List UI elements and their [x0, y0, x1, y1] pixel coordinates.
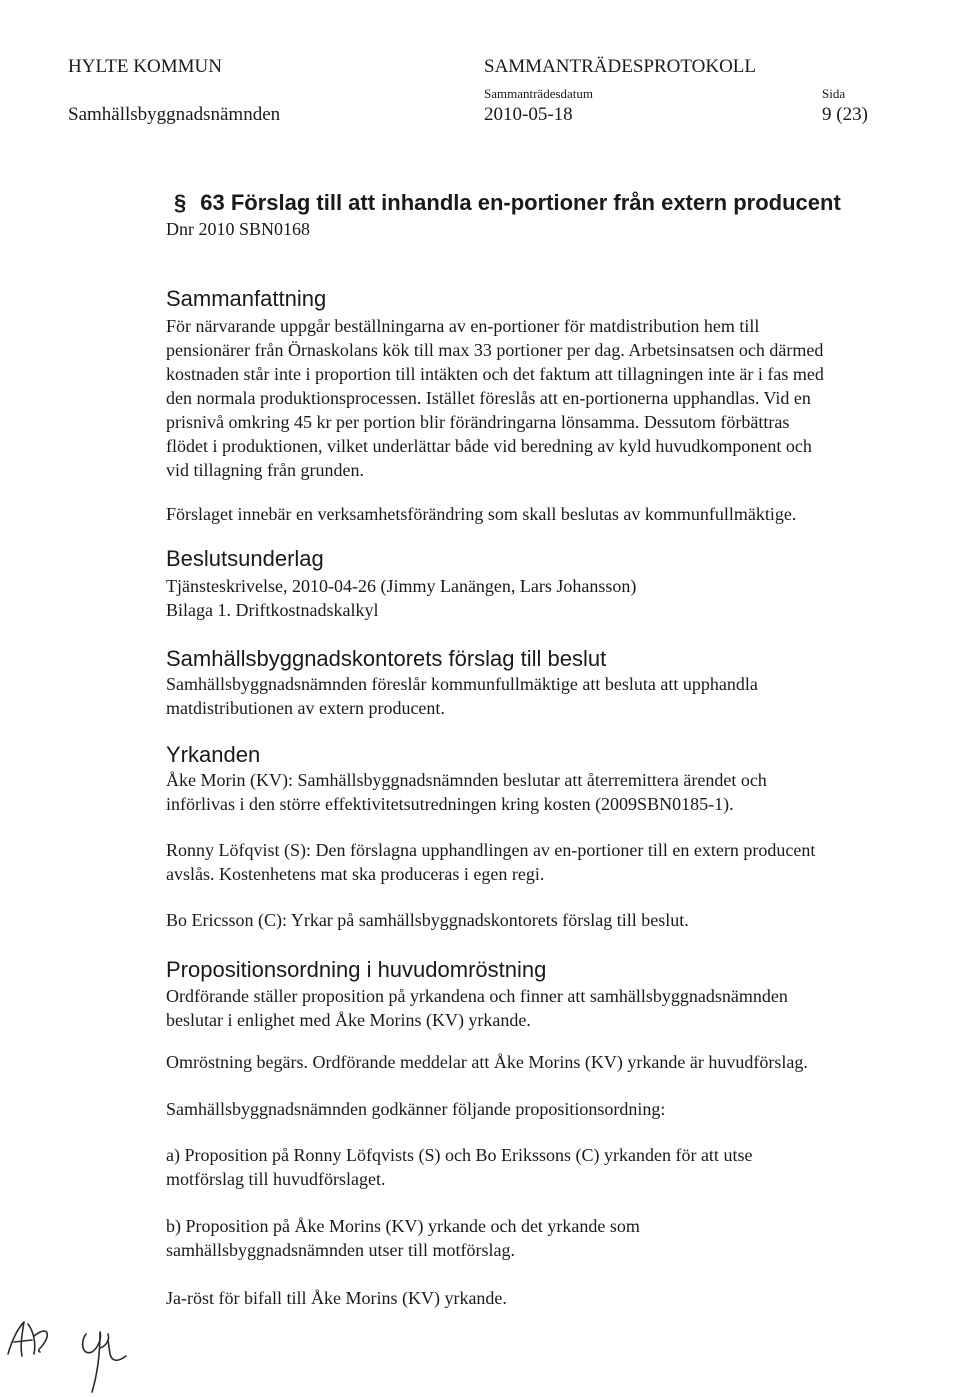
org-name: HYLTE KOMMUN [68, 56, 222, 77]
text-line: Bilaga 1. Driftkostnadskalkyl [166, 600, 379, 620]
text-line: flödet i produktionen, vilket underlättar både vid beredning av kyld huvudkomponent och [166, 436, 812, 456]
text-line: Samhällsbyggnadsnämnden godkänner följande propositionsordning: [166, 1099, 666, 1119]
heading-yrkanden: Yrkanden [166, 742, 261, 767]
text-line: pensionärer från Örnaskolans kök till max 33 portioner per dag. Arbetsinsatsen och därmed [166, 340, 824, 360]
text-line: Åke Morin (KV): Samhällsbyggnadsnämnden beslutar att återremittera ärendet och [166, 770, 767, 790]
text-line: avslås. Kostenhetens mat ska produceras i egen regi. [166, 864, 545, 884]
heading-beslutsunderlag: Beslutsunderlag [166, 546, 324, 571]
heading-sammanfattning: Sammanfattning [166, 286, 327, 311]
text-line: För närvarande uppgår beställningarna av en-portioner för matdistribution hem till [166, 316, 760, 336]
page-label: Sida [822, 86, 846, 101]
text-line: införlivas i den större effektivitetsutredningen kring kosten (2009SBN0185-1). [166, 794, 734, 814]
text-line: prisnivå omkring 45 kr per portion blir förändringarna lönsamma. Dessutom förbättras [166, 412, 790, 432]
text-line: Ja-röst för bifall till Åke Morins (KV) yrkande. [166, 1288, 507, 1308]
motion-ericsson [166, 908, 906, 932]
handwritten-initials [0, 1292, 160, 1397]
initials-stroke-2 [83, 1332, 126, 1392]
section-title-text: 63 Förslag till att inhandla en-portioner från extern producent [200, 190, 841, 215]
heading-proposition: Propositionsordning i huvudomröstning [166, 957, 547, 982]
committee-name: Samhällsbyggnadsnämnden [68, 104, 281, 125]
motion-morin [166, 768, 906, 816]
doc-type: SAMMANTRÄDESPROTOKOLL [484, 56, 757, 77]
text-line: Tjänsteskrivelse, 2010-04-26 (Jimmy Lanängen, Lars Johansson) [166, 576, 637, 596]
proposition-paragraph-6 [166, 1286, 906, 1310]
text-line: Förslaget innebär en verksamhetsförändring som skall beslutas av kommunfullmäktige. [166, 504, 797, 524]
diary-number: Dnr 2010 SBN0168 [166, 219, 311, 239]
text-line: Ronny Löfqvist (S): Den förslagna upphandlingen av en-portioner till en extern producent [166, 840, 816, 860]
text-line: matdistributionen av extern producent. [166, 698, 445, 718]
motion-lofqvist [166, 838, 906, 886]
text-line: beslutar i enlighet med Åke Morins (KV) yrkande. [166, 1010, 531, 1030]
text-line: b) Proposition på Åke Morins (KV) yrkande och det yrkande som [166, 1216, 640, 1236]
date-label: Sammanträdesdatum [484, 86, 594, 101]
text-line: Samhällsbyggnadsnämnden föreslår kommunfullmäktige att besluta att upphandla [166, 674, 758, 694]
text-line: Bo Ericsson (C): Yrkar på samhällsbyggnadskontorets förslag till beslut. [166, 910, 689, 930]
section-title [174, 190, 841, 216]
text-line: a) Proposition på Ronny Löfqvists (S) och Bo Erikssons (C) yrkanden för att utse [166, 1145, 753, 1165]
text-line: Ordförande ställer proposition på yrkandena och finner att samhällsbyggnadsnämnden [166, 986, 788, 1006]
text-line: kostnaden står inte i proportion till intäkten och det faktum att tillagningen inte är i fas med [166, 364, 824, 384]
proposition-paragraph-3 [166, 1097, 906, 1121]
basis-paragraph [166, 574, 906, 622]
initials-stroke-1 [8, 1322, 47, 1356]
text-line: motförslag till huvudförslaget. [166, 1169, 386, 1189]
text-line: samhällsbyggnadsnämnden utser till motförslag. [166, 1240, 515, 1260]
proposal-paragraph [166, 672, 906, 720]
proposition-option-a [166, 1143, 906, 1191]
heading-forslag: Samhällsbyggnadskontorets förslag till beslut [166, 646, 607, 671]
summary-note [166, 502, 906, 526]
proposition-option-b [166, 1214, 906, 1262]
meeting-date: 2010-05-18 [484, 104, 573, 125]
section-symbol: § [174, 190, 187, 215]
proposition-paragraph-1 [166, 984, 906, 1032]
text-line: vid tillagning från grunden. [166, 460, 364, 480]
summary-paragraph [166, 314, 906, 482]
text-line: Omröstning begärs. Ordförande meddelar att Åke Morins (KV) yrkande är huvudförslag. [166, 1052, 808, 1072]
proposition-paragraph-2 [166, 1050, 906, 1074]
text-line: den normala produktionsprocessen. Istället föreslås att en-portionerna upphandlas. Vid en [166, 388, 811, 408]
page-number: 9 (23) [822, 104, 868, 125]
